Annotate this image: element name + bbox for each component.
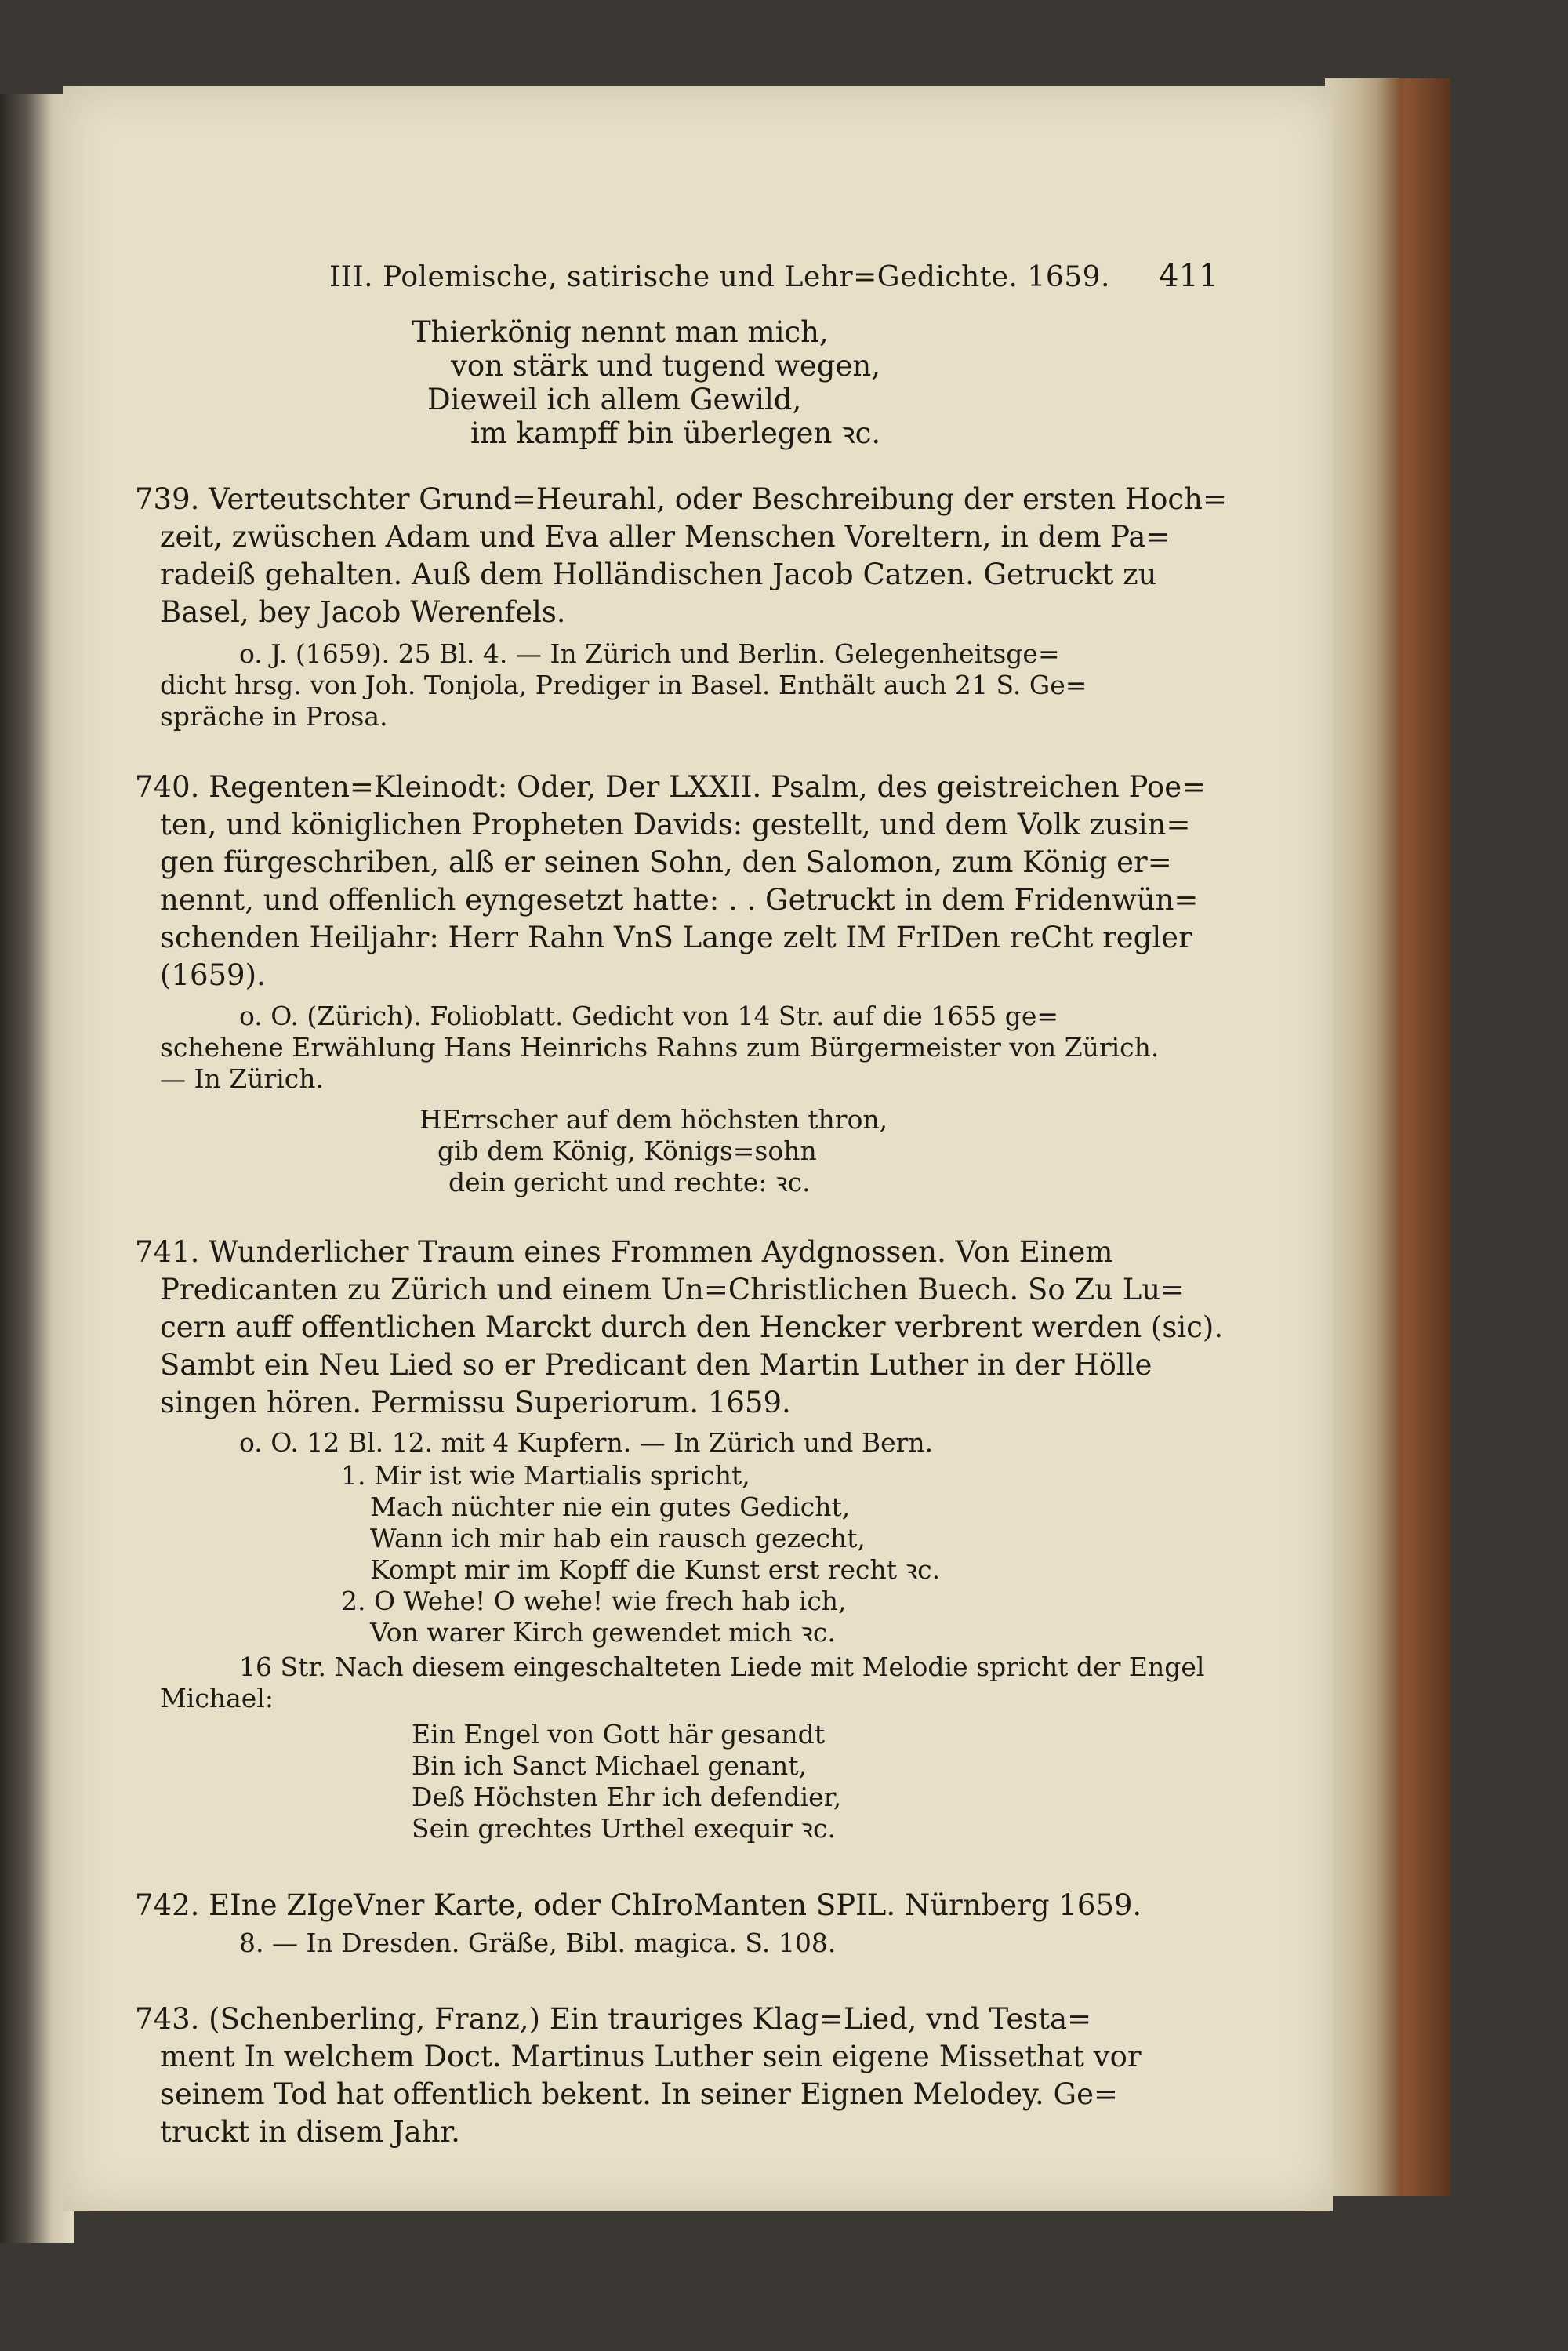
entry-739-note: o. J. (1659). 25 Bl. 4. — In Zürich und Berlin. Gelegenheitsge= [239,638,1060,669]
book-page [63,86,1333,2211]
verse-line: Deß Höchsten Ehr ich defendier, [412,1782,842,1812]
entry-740-line: (1659). [160,958,266,992]
verse-line: Kompt mir im Kopff die Kunst erst recht ꝛc. [370,1554,941,1585]
entry-740-line: schenden Heiljahr: Herr Rahn VnS Lange zelt IM FrIDen reCht regler [160,921,1192,954]
entry-740-note: — In Zürich. [160,1063,325,1094]
entry-740-line: 740. Regenten=Kleinodt: Oder, Der LXXII. Psalm, des geistreichen Poe= [135,770,1207,804]
verse-line: 2. O Wehe! O wehe! wie frech hab ich, [341,1586,847,1616]
entry-739-line: Basel, bey Jacob Werenfels. [160,595,566,629]
entry-743-line: truckt in disem Jahr. [160,2115,460,2149]
verse-line: Ein Engel von Gott här gesandt [412,1719,826,1750]
entry-741-note: 16 Str. Nach diesem eingeschalteten Liede mit Melodie spricht der Engel [239,1652,1205,1682]
entry-739-line: radeiß gehalten. Auß dem Holländischen Jacob Catzen. Getruckt zu [160,558,1157,591]
page-number: 411 [1159,258,1219,294]
verse-line: im kampff bin überlegen ꝛc. [470,416,881,450]
page-stack-edge [1325,78,1399,2196]
verse-line: Bin ich Sanct Michael genant, [412,1750,808,1781]
entry-740-line: nennt, und offenlich eyngesetzt hatte: . . Getruckt in dem Fridenwün= [160,883,1199,917]
entry-741-line: cern auff offentlichen Marckt durch den Hencker verbrent werden (sic). [160,1310,1224,1344]
verse-line: gib dem König, Königs=sohn [437,1136,817,1166]
verse-line: Sein grechtes Urthel exequir ꝛc. [412,1813,836,1844]
entry-739-note: dicht hrsg. von Joh. Tonjola, Prediger in Basel. Enthält auch 21 S. Ge= [160,670,1087,700]
entry-739-note: spräche in Prosa. [160,701,388,732]
running-title: III. Polemische, satirische und Lehr=Gedichte. 1659. [329,261,1110,293]
entry-743-line: 743. (Schenberling, Franz,) Ein trauriges Klag=Lied, vnd Testa= [135,2002,1092,2036]
entry-741-line: singen hören. Permissu Superiorum. 1659. [160,1386,791,1419]
entry-739-line: zeit, zwüschen Adam und Eva aller Menschen Voreltern, in dem Pa= [160,520,1171,554]
entry-741-line: 741. Wunderlicher Traum eines Frommen Aydgnossen. Von Einem [135,1235,1113,1269]
verse-line: Mach nüchter nie ein gutes Gedicht, [370,1492,851,1522]
entry-742-line: 742. EIne ZIgeVner Karte, oder ChIroManten SPIL. Nürnberg 1659. [135,1888,1142,1922]
entry-741-line: Predicanten zu Zürich und einem Un=Christlichen Buech. So Zu Lu= [160,1273,1185,1306]
verse-line: 1. Mir ist wie Martialis spricht, [341,1460,750,1491]
entry-741-note: Michael: [160,1683,274,1713]
entry-740-note: schehene Erwählung Hans Heinrichs Rahns zum Bürgermeister von Zürich. [160,1032,1160,1063]
entry-741-note: o. O. 12 Bl. 12. mit 4 Kupfern. — In Zürich und Bern. [239,1427,934,1458]
entry-740-line: ten, und königlichen Propheten Davids: gestellt, und dem Volk zusin= [160,808,1191,841]
entry-743-line: seinem Tod hat offentlich bekent. In seiner Eignen Melodey. Ge= [160,2077,1118,2111]
entry-742-note: 8. — In Dresden. Gräße, Bibl. magica. S. 108. [239,1928,837,1958]
entry-740-line: gen fürgeschriben, alß er seinen Sohn, den Salomon, zum König er= [160,845,1172,879]
verse-line: Thierkönig nennt man mich, [412,315,829,349]
entry-741-line: Sambt ein Neu Lied so er Predicant den Martin Luther in der Hölle [160,1348,1152,1382]
entry-739-line: 739. Verteutschter Grund=Heurahl, oder Beschreibung der ersten Hoch= [135,482,1227,516]
verse-line: Dieweil ich allem Gewild, [427,383,802,416]
entry-740-note: o. O. (Zürich). Folioblatt. Gedicht von 14 Str. auf die 1655 ge= [239,1001,1059,1031]
verse-line: von stärk und tugend wegen, [451,349,880,383]
verse-line: dein gericht und rechte: ꝛc. [448,1167,811,1197]
entry-743-line: ment In welchem Doct. Martinus Luther sein eigene Missethat vor [160,2040,1142,2073]
verse-line: Von warer Kirch gewendet mich ꝛc. [370,1617,836,1648]
verse-line: HErrscher auf dem höchsten thron, [419,1104,888,1135]
verse-line: Wann ich mir hab ein rausch gezecht, [370,1523,866,1553]
